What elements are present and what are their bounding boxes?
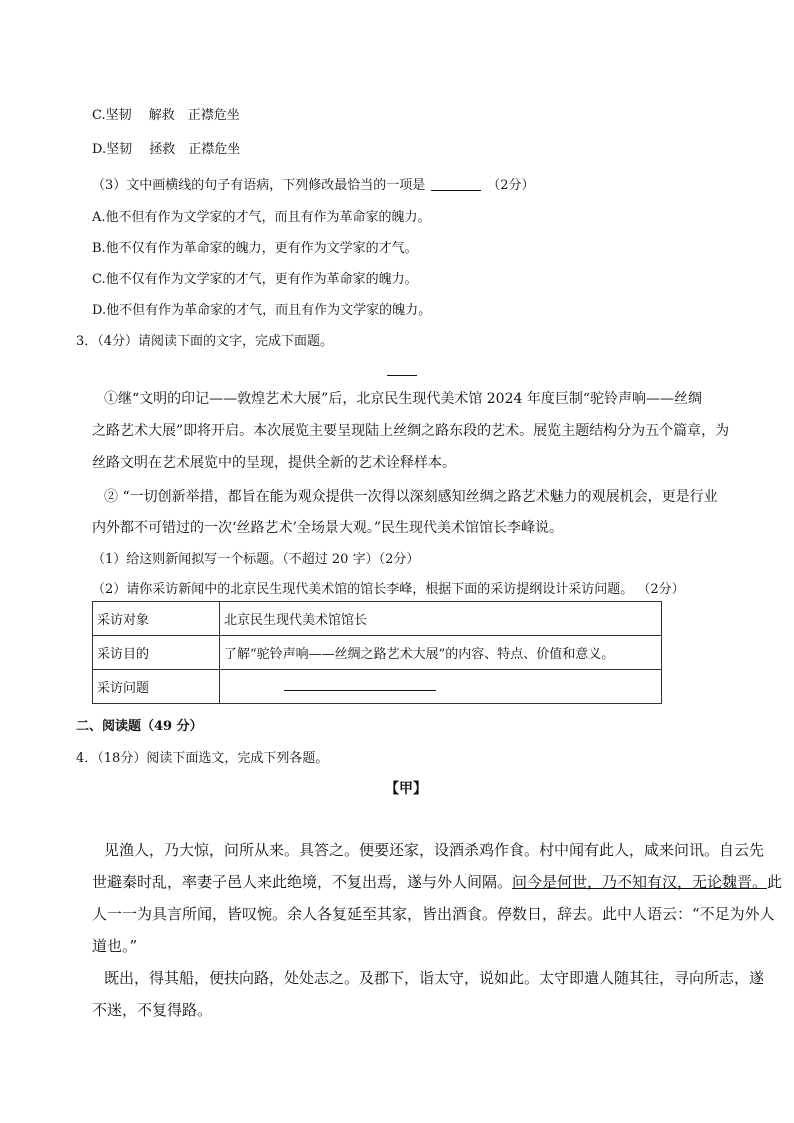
passage-label-jia: 【甲】 <box>385 781 427 797</box>
question-3-header: 3．（4分）请阅读下面的文字，完成下面题。 <box>76 334 334 349</box>
table-cell-label: 采访目的 <box>93 636 220 670</box>
section-heading: 二、阅读题（49 分） <box>76 719 203 734</box>
option-c: C.他不仅有作为文学家的才气，更有作为革命家的魄力。 <box>92 272 418 287</box>
interview-outline-table <box>92 601 662 704</box>
passage-text: 世避秦时乱，率妻子邑人来此绝境，不复出焉，遂与外人间隔。 <box>92 873 513 891</box>
table-row <box>93 636 662 670</box>
table-cell-label: 采访问题 <box>93 670 220 704</box>
option-b: B.他不仅有作为革命家的魄力，更有作为文学家的才气。 <box>92 241 418 256</box>
table-cell-value: 了解“驼铃声响——丝绸之路艺术大展”的内容、特点、价值和意义。 <box>220 636 662 670</box>
question-3-1: （1）给这则新闻拟写一个标题。（不超过 20 字）（2分） <box>92 552 420 567</box>
table-cell-label: 采访对象 <box>93 602 220 636</box>
stem-text: （3）文中画横线的句子有语病，下列修改最恰当的一项是 <box>92 178 426 193</box>
option-d: D.他不但有作为革命家的才气，而且有作为文学家的魄力。 <box>92 303 432 318</box>
passage-line: 道也。” <box>92 937 138 955</box>
underlined-sentence: 问今是何世，乃不知有汉，无论魏晋。 <box>512 873 768 891</box>
question-3-2: （2）请你采访新闻中的北京民生现代美术馆的馆长李峰，根据下面的采访提纲设计采访问题。 （2分） <box>92 582 685 597</box>
passage-line: 既出，得其船，便扶向路，处处志之。及郡下，诣太守，说如此。太守即遣人随其往，寻向所志，遂 <box>104 969 765 987</box>
news-para2-line2: 内外都不可错过的一次‘丝路艺术’全场景大观。”民生现代美术馆馆长李峰说。 <box>92 520 564 536</box>
table-row <box>93 670 662 704</box>
passage-line: 人一一为具言所闻，皆叹惋。余人各复延至其家，皆出酒食。停数日，辞去。此中人语云：“不足为外人 <box>92 905 775 923</box>
option-c: C.坚韧 解救 正襟危坐 <box>92 108 240 123</box>
option-d: D.坚韧 拯救 正襟危坐 <box>92 142 241 157</box>
question-4-header: 4．（18分）阅读下面选文，完成下列各题。 <box>76 751 329 766</box>
table-row <box>93 602 662 636</box>
table-cell-value[interactable] <box>220 670 662 704</box>
interview-question-blank[interactable] <box>284 678 436 691</box>
title-blank-line <box>387 375 417 376</box>
passage-text: 此 <box>767 873 783 891</box>
answer-blank[interactable] <box>431 178 481 191</box>
passage-line: 不迷，不复得路。 <box>92 1001 213 1019</box>
news-para1-line3: 丝路文明在艺术展览中的呈现，提供全新的艺术诠释样本。 <box>92 455 456 471</box>
question-2-3-stem <box>92 174 535 193</box>
option-a: A.他不但有作为文学家的才气，而且有作为革命家的魄力。 <box>92 210 431 225</box>
news-para1-line2: 之路艺术大展”即将开启。本次展览主要呈现陆上丝绸之路东段的艺术。展览主题结构分为五个篇章，为 <box>92 423 730 439</box>
news-para2-line1: ② “一切创新举措，都旨在能为观众提供一次得以深刻感知丝绸之路艺术魅力的观展机会，更是行业 <box>104 489 718 505</box>
table-cell-value: 北京民生现代美术馆馆长 <box>220 602 662 636</box>
passage-line <box>92 871 782 892</box>
passage-line: 见渔人，乃大惊，问所从来。具答之。便要还家，设酒杀鸡作食。村中闻有此人，咸来问讯。自云先 <box>104 841 765 859</box>
points: （2分） <box>487 178 535 193</box>
news-para1-line1: ①继“文明的印记——敦煌艺术大展”后，北京民生现代美术馆 2024 年度巨制“驼铃声响——丝绸 <box>104 391 702 407</box>
